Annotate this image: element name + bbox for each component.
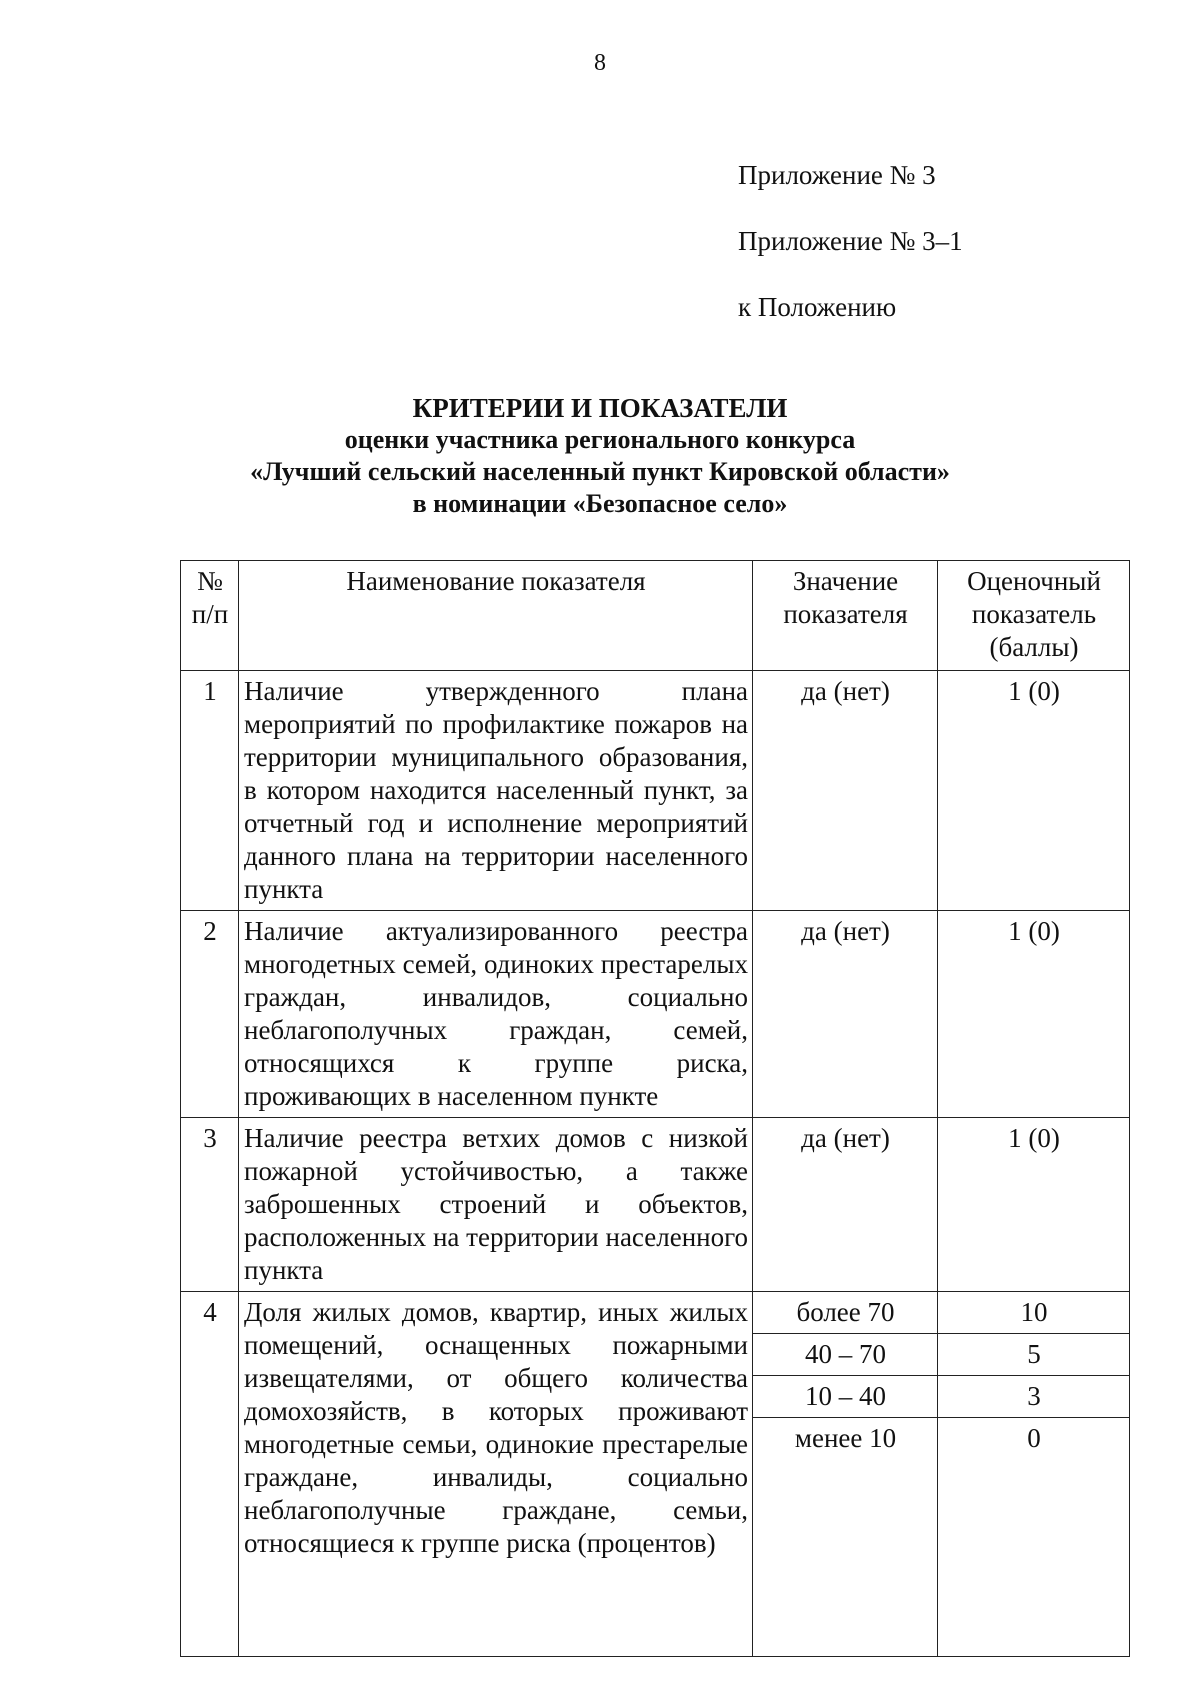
row-number: 1 [181,671,239,911]
appendix-line-2: Приложение № 3–1 [738,226,963,256]
subrow-score: 10 [938,1292,1130,1334]
page-number: 8 [594,50,606,76]
criteria-table [180,560,1130,1657]
row-indicator-name: Наличие реестра ветхих домов с низкой пожарной устойчивостью, а также заброшенных строений и объектов, расположенных на территории населенного пункта [239,1118,753,1292]
subrow-value: менее 10 [753,1418,938,1657]
heading-title: КРИТЕРИИ И ПОКАЗАТЕЛИ [412,393,788,423]
row-score: 1 (0) [938,671,1130,911]
row-indicator-name: Наличие актуализированного реестра многодетных семей, одиноких престарелых граждан, инвалидов, социально неблагополучных граждан, семей, относящихся к группе риска, проживающих в населенном пункте [239,911,753,1118]
row-score: 1 (0) [938,1118,1130,1292]
subrow-score: 0 [938,1418,1130,1657]
document-heading [0,392,1200,520]
row-value: да (нет) [753,911,938,1118]
row-number: 4 [181,1292,239,1657]
appendix-line-1: Приложение № 3 [738,160,936,190]
subrow-value: 10 – 40 [753,1376,938,1418]
subrow-value: 40 – 70 [753,1334,938,1376]
row-number: 2 [181,911,239,1118]
heading-line-3: «Лучший сельский населенный пункт Кировской области» [250,457,950,486]
header-value: Значение показателя [753,561,938,671]
row-value: да (нет) [753,671,938,911]
header-name: Наименование показателя [239,561,753,671]
appendix-line-3: к Положению [738,292,897,322]
header-num: № п/п [181,561,239,671]
subrow-value: более 70 [753,1292,938,1334]
subrow-score: 3 [938,1376,1130,1418]
row-indicator-name: Доля жилых домов, квартир, иных жилых помещений, оснащенных пожарными извещателями, от общего количества домохозяйств, в которых проживают многодетные семьи, одинокие престарелые граждане, инвалиды, социально неблагополучные граждане, семьи, относящиеся к группе риска (процентов) [239,1292,753,1657]
row-number: 3 [181,1118,239,1292]
header-score: Оценочный показатель (баллы) [938,561,1130,671]
heading-line-4: в номинации «Безопасное село» [412,489,788,518]
table-row [181,671,1130,911]
table-row [181,911,1130,1118]
row-indicator-name: Наличие утвержденного плана мероприятий по профилактике пожаров на территории муниципального образования, в котором находится населенный пункт, за отчетный год и исполнение мероприятий данного плана на территории населенного пункта [239,671,753,911]
heading-line-2: оценки участника регионального конкурса [344,425,856,454]
table-header-row [181,561,1130,671]
row-score: 1 (0) [938,911,1130,1118]
row-value: да (нет) [753,1118,938,1292]
subrow-score: 5 [938,1334,1130,1376]
table-row [181,1292,1130,1334]
table-row [181,1118,1130,1292]
